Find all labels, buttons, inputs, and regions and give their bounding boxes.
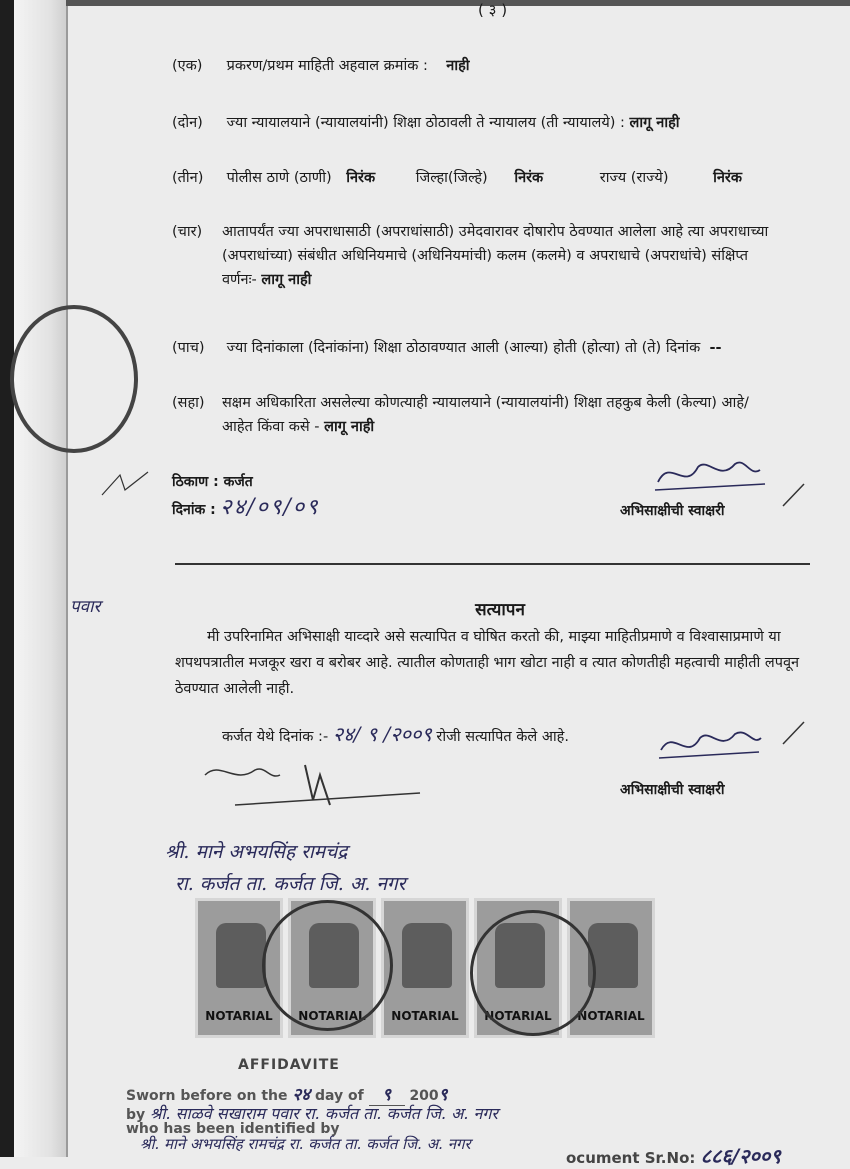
emblem-icon — [402, 923, 452, 988]
verification-paragraph: मी उपरिनामित अभिसाक्षी याव्दारे असे सत्यापित व घोषित करतो की, माझ्या माहितीप्रमाणे व विश्वासाप्रमाणे या शपथपत्रातील मजकूर खरा व बरोबर आहे. त्यातील कोणताही भाग खोटा नाही व त्यात कोणतीही महत्वाची माहीती लपवून ठेवण्यात आलेली नाही. — [175, 629, 800, 697]
binding-edge — [0, 0, 14, 1157]
police-value: निरंक — [346, 170, 376, 186]
district-value: निरंक — [514, 170, 544, 186]
item-number: (पाच) — [172, 340, 205, 356]
tick-mark — [780, 718, 810, 748]
item-4-text: आतापर्यंत ज्या अपराधासाठी (अपराधांसाठी) उमेदवारावर दोषारोप ठेवण्यात आलेला आहे त्या अपराधाच्या (अपराधांच्या) संबंधीत अधिनियमाचे (अधिनियमांची) कलम (कलमे) व अपराधाचे (अपराधांचे) संक्षिप्त वर्णनः- लागू नाही — [222, 224, 769, 288]
item-text: प्रकरण/प्रथम माहिती अहवाल क्रमांक : — [226, 58, 428, 74]
affidavit-title: AFFIDAVITE — [238, 1057, 340, 1073]
top-edge — [66, 0, 850, 6]
item-1 — [172, 54, 470, 78]
divider — [175, 563, 810, 565]
verification-signature-label: अभिसाक्षीची स्वाक्षरी — [620, 782, 725, 798]
sworn-line: Sworn before on the २४ day of ९ 200९ — [126, 1082, 448, 1106]
handwritten-verification-date: २४/ ९ /२००९ — [332, 722, 432, 746]
item-number: (दोन) — [172, 115, 203, 131]
deponent-signature — [650, 452, 770, 497]
item-5 — [172, 336, 721, 360]
verification-date-line: कर्जत येथे दिनांक :- २४/ ९ /२००९ रोजी सत्यापित केले आहे. — [222, 722, 569, 746]
handwritten-date: २४/०९/०९ — [220, 495, 320, 520]
emblem-icon — [216, 923, 266, 988]
verification-signature — [655, 722, 765, 767]
item-value: नाही — [446, 58, 470, 74]
notarial-stamp: NOTARIAL — [381, 898, 469, 1038]
state-value: निरंक — [713, 170, 742, 186]
by-line: by श्री. साळवे सखाराम पवार रा. कर्जत ता. कर्जत जि. अ. नगर — [126, 1104, 498, 1123]
notary-seal-stamp — [470, 910, 596, 1036]
item-value: लागू नाही — [629, 115, 680, 131]
handwritten-identifier-address: रा. कर्जत ता. कर्जत जि. अ. नगर — [175, 873, 406, 895]
item-value: लागू नाही — [324, 419, 375, 435]
notarial-stamp: NOTARIAL — [288, 898, 376, 1038]
item-value: लागू नाही — [261, 272, 312, 288]
margin-scribble — [100, 470, 150, 500]
verification-title: सत्यापन — [475, 600, 525, 620]
item-4-number: (चार) — [172, 224, 203, 240]
notarial-stamp: NOTARIAL — [567, 898, 655, 1038]
notarial-stamp: NOTARIAL — [195, 898, 283, 1038]
police-label: पोलीस ठाणे (ठाणी) — [226, 170, 332, 186]
margin-initials-icon: पवार — [70, 597, 101, 617]
item-6-number: (सहा) — [172, 395, 205, 411]
item-value: -- — [709, 340, 722, 356]
item-6-text: सक्षम अधिकारिता असलेल्या कोणत्याही न्यायालयाने (न्यायालयांनी) शिक्षा तहकुब केली (केल्या) आहे/ आहेत किंवा कसे - लागू नाही — [222, 395, 749, 435]
district-label: जिल्हा(जिल्हे) — [415, 170, 488, 186]
page-number: ( ३ ) — [478, 1, 508, 19]
item-text: ज्या न्यायालयाने (न्यायालयांनी) शिक्षा ठोठावली ते न्यायालय (ती न्यायालये) : — [226, 115, 625, 131]
document-sr-no: ocument Sr.No: ८८६/२००९ — [566, 1144, 781, 1168]
item-3 — [172, 166, 742, 190]
notary-seal — [10, 305, 138, 453]
date-line: दिनांक : २४/०९/०९ — [172, 495, 320, 520]
identified-line-label: who has been identified by — [126, 1121, 340, 1137]
item-number: (एक) — [172, 58, 203, 74]
page-margin — [14, 0, 68, 1157]
item-number: (तीन) — [172, 170, 204, 186]
item-text: ज्या दिनांकाला (दिनांकांना) शिक्षा ठोठावण्यात आली (आल्या) होती (होत्या) तो (ते) दिनांक — [226, 340, 701, 356]
identified-line-text: श्री. माने अभयसिंह रामचंद्र रा. कर्जत ता. कर्जत जि. अ. नगर — [140, 1135, 471, 1153]
notary-signature — [195, 755, 425, 815]
notarial-stamp: NOTARIAL — [474, 898, 562, 1038]
notary-seal-stamp — [262, 900, 393, 1031]
handwritten-identifier-name: श्री. माने अभयसिंह रामचंद्र — [165, 841, 348, 863]
deponent-signature-label: अभिसाक्षीची स्वाक्षरी — [620, 503, 725, 519]
place-label: ठिकाण : कर्जत — [172, 474, 253, 490]
state-label: राज्य (राज्ये) — [599, 170, 669, 186]
item-2 — [172, 111, 680, 135]
tick-mark — [780, 480, 810, 510]
